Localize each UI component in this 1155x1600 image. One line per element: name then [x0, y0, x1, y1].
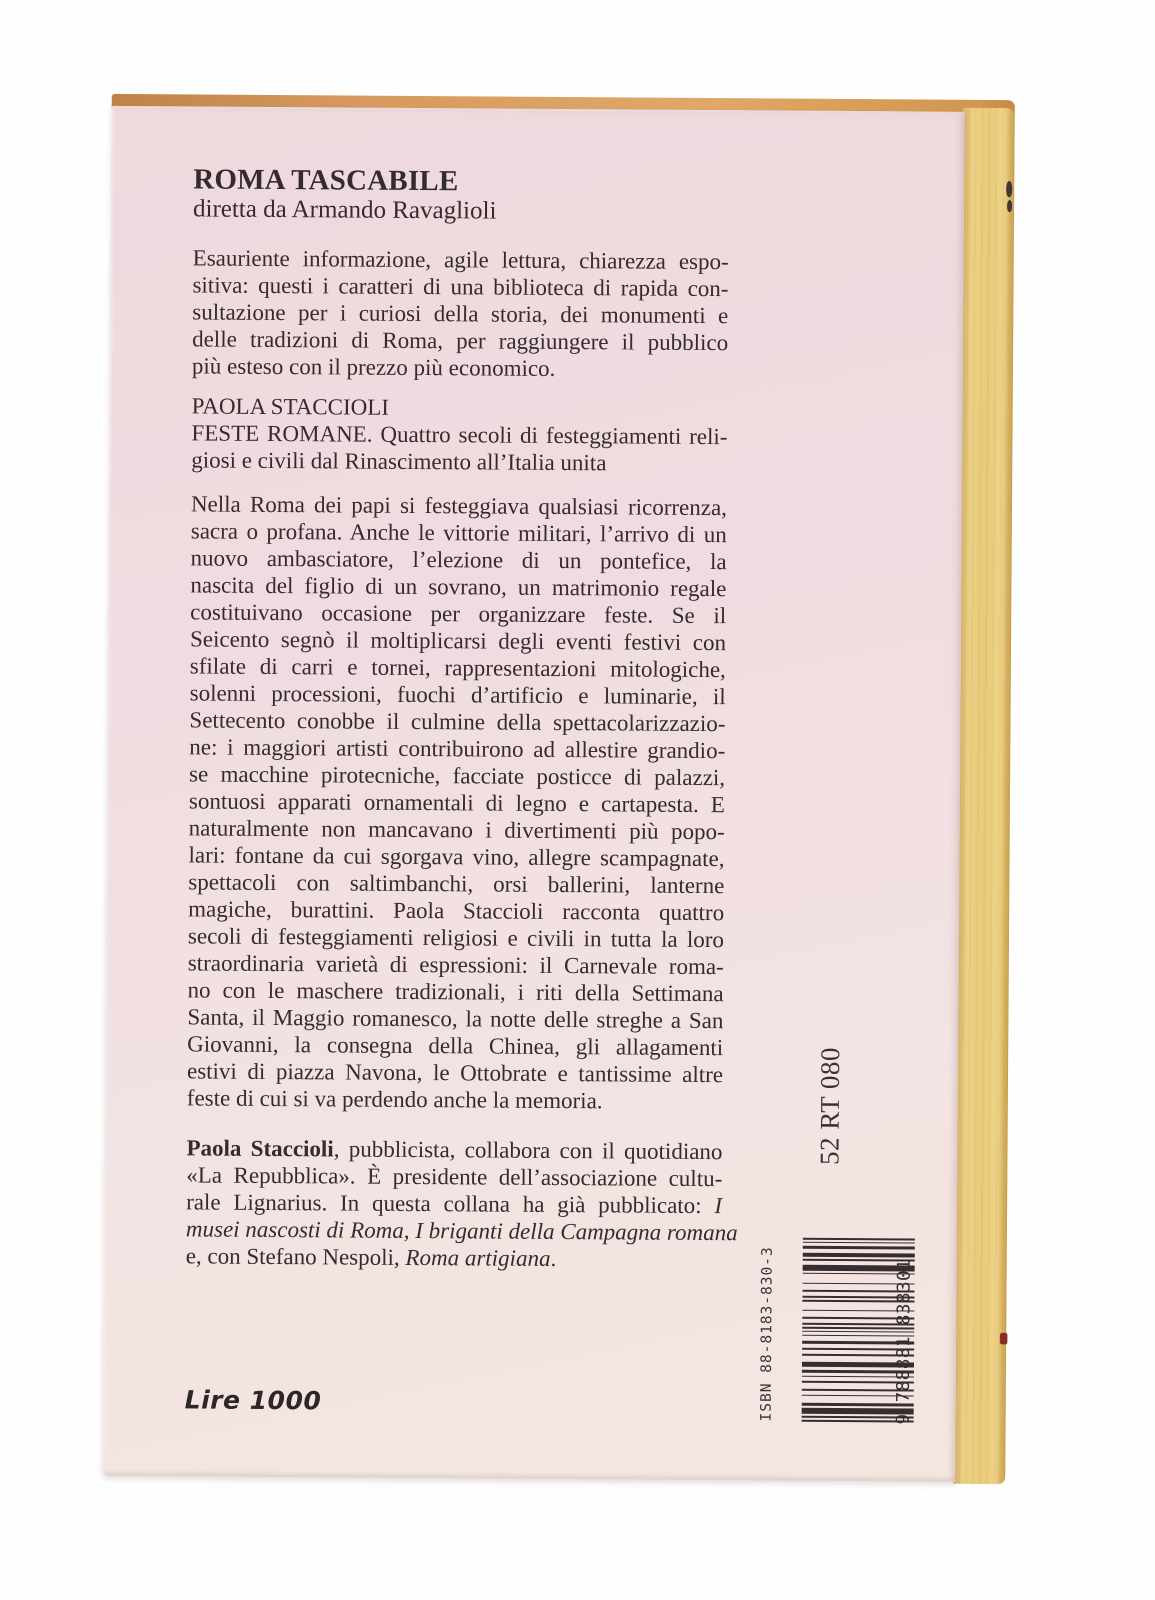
bold-text: Paola Staccioli — [186, 1135, 334, 1162]
red-edge-mark — [1000, 1333, 1007, 1344]
text-line: ne: i maggiori artisti contribuirono ad allestire grandio- — [189, 734, 726, 764]
text-line: magiche, burattini. Paola Staccioli racconta quattro — [188, 896, 725, 926]
text-line: lari: fontane da cui sgorgava vino, allegre scampagnate, — [188, 842, 725, 872]
text-line: costituivano occasione per organizzare feste. Se il — [190, 599, 727, 629]
text-line: estivi di piazza Navona, le Ottobrate e tantissime altre — [186, 1058, 724, 1088]
text-line: sitiva: questi i caratteri di una biblioteca di rapida con- — [192, 272, 729, 302]
text-line: Seicento segnò il moltiplicarsi degli eventi festivi con — [189, 626, 727, 656]
text-line: sfilate di carri e tornei, rappresentazioni mitologiche, — [189, 653, 726, 683]
plain-text: e, con Stefano Nespoli, — [185, 1243, 406, 1270]
text-line: FESTE ROMANE. Quattro secoli di festeggiamenti reli- — [191, 420, 728, 450]
text-line: sacra o profana. Anche le vittorie militari, l’arrivo di un — [190, 518, 727, 548]
author-title-listing — [191, 392, 728, 477]
plain-text: , pubblicista, collabora con il quotidiano — [333, 1136, 723, 1165]
italic-text: musei nascosti di Roma, I briganti della Campagna romana — [185, 1216, 738, 1246]
barcode-bar — [803, 1238, 915, 1240]
text-line — [185, 1215, 738, 1246]
author-bio — [185, 1134, 738, 1273]
text-line: sultazione per i curiosi della storia, dei monumenti e — [192, 299, 729, 329]
barcode-bar — [803, 1245, 915, 1249]
isbn-barcode-block — [758, 1236, 944, 1425]
ean-digits: 9 788881 838301 — [893, 1258, 915, 1425]
text-line: nascita del figlio di un sovrano, un matrimonio regale — [190, 572, 727, 602]
text-line: straordinaria varietà di espressioni: il Carnevale roma- — [187, 950, 724, 980]
plain-text: rale Lignarius. In questa collana ha già pubblicato: — [186, 1189, 715, 1219]
book — [102, 94, 1015, 1487]
catalog-code: 52 RT 080 — [814, 1046, 846, 1166]
text-line: Giovanni, la consegna della Chinea, gli allagamenti — [187, 1031, 724, 1061]
series-editor-line: diretta da Armando Ravaglioli — [192, 195, 497, 225]
text-line: Settecento conobbe il culmine della spettacolarizzazio- — [189, 707, 726, 737]
text-line: Nella Roma dei papi si festeggiava qualsiasi ricorrenza, — [190, 491, 728, 521]
series-description — [192, 244, 729, 383]
book-blurb — [187, 490, 727, 1115]
text-line: se macchine pirotecniche, facciate posticce di palazzi, — [189, 761, 726, 791]
italic-text: I — [714, 1193, 723, 1219]
barcode-bar — [803, 1253, 915, 1257]
text-line: no con le maschere tradizionali, i riti della Settimana — [187, 977, 724, 1007]
text-line: Esauriente informazione, agile lettura, chiarezza espo- — [192, 245, 729, 275]
series-header — [193, 164, 729, 227]
text-line: naturalmente non mancavano i divertimenti più popo- — [188, 815, 725, 845]
spine-ink-mark — [1006, 181, 1012, 197]
barcode-bar — [803, 1242, 915, 1244]
price-label: Lire 1000 — [184, 1385, 322, 1416]
text-line: «La Repubblica». È presidente dell’associazione cultu- — [186, 1162, 723, 1192]
text-line: solenni processioni, fuochi d’artificio e luminarie, il — [189, 680, 726, 710]
series-title: ROMA TASCABILE — [193, 163, 459, 198]
text-line — [186, 1134, 722, 1165]
back-cover — [102, 106, 965, 1482]
catalog-code-block — [814, 1025, 882, 1166]
text-line: nuovo ambasciatore, l’elezione di un pontefice, la — [190, 545, 727, 575]
text-line: sontuosi apparati ornamentali di legno e cartapesta. E — [188, 788, 725, 818]
text-line: PAOLA STACCIOLI — [191, 393, 390, 420]
spine-ink-mark — [1007, 200, 1012, 212]
plain-text: . — [550, 1245, 557, 1271]
text-line: più esteso con il prezzo più economico. — [191, 353, 556, 381]
text-line: feste di cui si va perdendo anche la memoria. — [186, 1085, 603, 1114]
italic-text: Roma artigiana — [405, 1244, 551, 1271]
text-line: spettacoli con saltimbanchi, orsi ballerini, lanterne — [188, 869, 725, 899]
text-line: delle tradizioni di Roma, per raggiungere il pubblico — [192, 326, 729, 356]
text-line: Santa, il Maggio romanesco, la notte delle streghe a San — [187, 1004, 724, 1034]
text-line — [186, 1242, 722, 1273]
text-line — [186, 1188, 722, 1219]
isbn-label: ISBN 88-8183-830-3 — [758, 1246, 776, 1422]
text-line: secoli di festeggiamenti religiosi e civili in tutta la loro — [187, 923, 725, 953]
text-line: giosi e civili dal Rinascimento all’Italia unita — [191, 447, 607, 476]
